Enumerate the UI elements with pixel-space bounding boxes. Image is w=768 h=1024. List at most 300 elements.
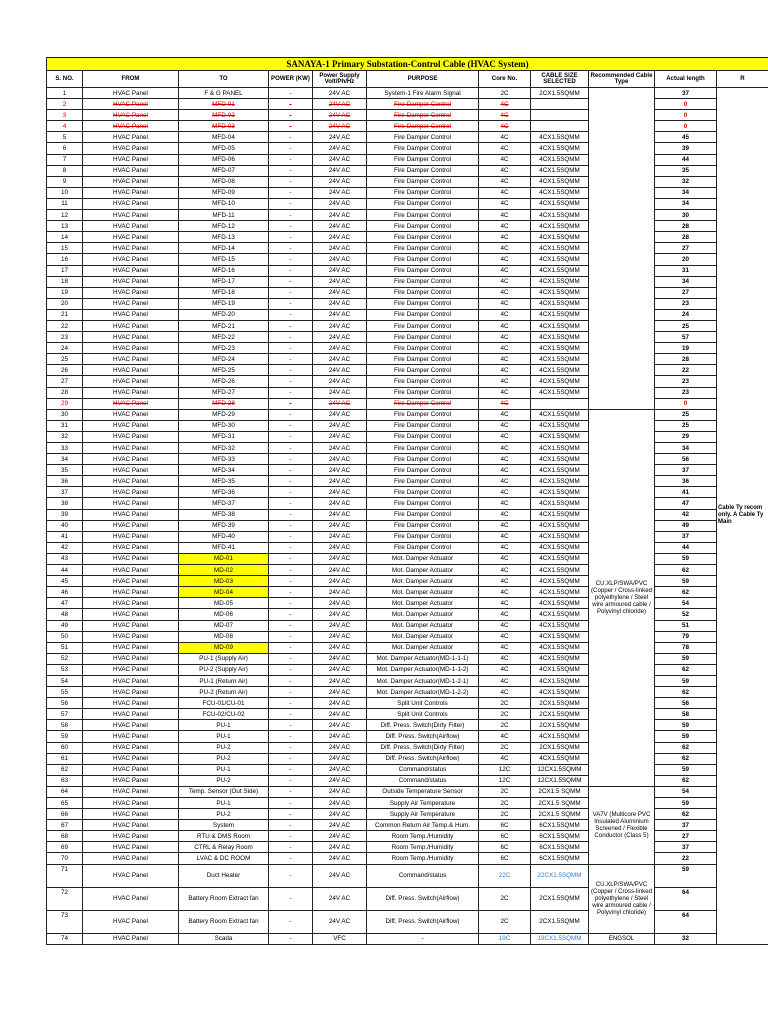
- cell-power: -: [269, 443, 313, 454]
- cell-sno: 15: [47, 243, 83, 254]
- cell-power-supply: 24V AC: [313, 753, 367, 764]
- cell-sno: 73: [47, 910, 83, 933]
- cell-to: MFD-01: [179, 99, 269, 110]
- cell-power: -: [269, 232, 313, 243]
- cell-from: HVAC Panel: [83, 910, 179, 933]
- cell-power-supply: 24V AC: [313, 853, 367, 864]
- cell-actual-length: 64: [655, 887, 717, 910]
- cell-to: MFD-25: [179, 365, 269, 376]
- cell-sno: 29: [47, 398, 83, 409]
- table-row: [47, 498, 768, 509]
- cell-actual-length: 19: [655, 343, 717, 354]
- cell-purpose: Mot. Damper Actuator: [367, 598, 479, 609]
- cell-core-no: 4C: [479, 198, 531, 209]
- cell-cable-size: 4CX1.5SQMM: [531, 232, 589, 243]
- cell-to: MFD-06: [179, 154, 269, 165]
- cell-purpose: Command/status: [367, 775, 479, 786]
- cell-sno: 47: [47, 598, 83, 609]
- cell-sno: 31: [47, 420, 83, 431]
- cell-cable-size: 4CX1.5SQMM: [531, 343, 589, 354]
- cell-from: HVAC Panel: [83, 887, 179, 910]
- cell-to: MFD-18: [179, 287, 269, 298]
- cell-sno: 4: [47, 121, 83, 132]
- cell-actual-length: 24: [655, 309, 717, 320]
- cell-actual-length: 62: [655, 809, 717, 820]
- cell-core-no: 4C: [479, 565, 531, 576]
- cell-sno: 12: [47, 210, 83, 221]
- cell-remarks: Cable Ty recom only. A Cable Ty Main: [717, 88, 768, 945]
- cell-cable-size: 2CX1.5SQMM: [531, 709, 589, 720]
- cell-purpose: Mot. Damper Actuator(MD-1-1-1): [367, 653, 479, 664]
- cell-to: MFD-15: [179, 254, 269, 265]
- cell-actual-length: 0: [655, 110, 717, 121]
- cell-power: -: [269, 598, 313, 609]
- cell-core-no: 4C: [479, 631, 531, 642]
- cell-actual-length: 56: [655, 454, 717, 465]
- cell-sno: 64: [47, 786, 83, 797]
- cell-from: HVAC Panel: [83, 764, 179, 775]
- cell-cable-size: 4CX1.5SQMM: [531, 565, 589, 576]
- table-row: [47, 687, 768, 698]
- cell-cable-size: 2CX1.5SQMM: [531, 698, 589, 709]
- cell-power: -: [269, 88, 313, 99]
- cell-from: HVAC Panel: [83, 831, 179, 842]
- cell-from: HVAC Panel: [83, 598, 179, 609]
- cell-power: -: [269, 365, 313, 376]
- table-row: [47, 187, 768, 198]
- cell-from: HVAC Panel: [83, 933, 179, 944]
- cell-from: HVAC Panel: [83, 210, 179, 221]
- cell-to: LVAC & DC ROOM: [179, 853, 269, 864]
- cell-power-supply: 24V AC: [313, 565, 367, 576]
- cell-power: -: [269, 154, 313, 165]
- table-row: [47, 487, 768, 498]
- cell-cable-type: [589, 88, 655, 410]
- cell-power: -: [269, 675, 313, 686]
- table-row: [47, 798, 768, 809]
- cell-sno: 7: [47, 154, 83, 165]
- cell-power: -: [269, 864, 313, 887]
- cell-cable-size: 4CX1.5SQMM: [531, 409, 589, 420]
- cell-power: -: [269, 933, 313, 944]
- cell-power-supply: 24V AC: [313, 620, 367, 631]
- cell-actual-length: 59: [655, 798, 717, 809]
- header-actual-length: Actual length: [655, 71, 717, 88]
- cell-from: HVAC Panel: [83, 520, 179, 531]
- cell-from: HVAC Panel: [83, 454, 179, 465]
- cell-sno: 1: [47, 88, 83, 99]
- cell-actual-length: 34: [655, 276, 717, 287]
- cell-cable-size: 4CX1.5SQMM: [531, 553, 589, 564]
- cell-to: MFD-37: [179, 498, 269, 509]
- cell-actual-length: 27: [655, 287, 717, 298]
- cell-cable-size: 4CX1.5SQMM: [531, 531, 589, 542]
- cell-power: -: [269, 309, 313, 320]
- cell-core-no: 4C: [479, 542, 531, 553]
- cell-from: HVAC Panel: [83, 443, 179, 454]
- cell-to: PU-1: [179, 720, 269, 731]
- cell-core-no: 4C: [479, 465, 531, 476]
- cell-purpose: Fire Damper Control: [367, 298, 479, 309]
- cell-from: HVAC Panel: [83, 842, 179, 853]
- cell-to: PU-1: [179, 731, 269, 742]
- cell-cable-size: 4CX1.5SQMM: [531, 542, 589, 553]
- cell-to: MFD-03: [179, 121, 269, 132]
- cell-core-no: 4C: [479, 620, 531, 631]
- cell-sno: 28: [47, 387, 83, 398]
- header-to: TO: [179, 71, 269, 88]
- cell-from: HVAC Panel: [83, 775, 179, 786]
- cell-power-supply: 24V AC: [313, 198, 367, 209]
- cell-actual-length: 23: [655, 387, 717, 398]
- cell-from: HVAC Panel: [83, 820, 179, 831]
- table-row: [47, 298, 768, 309]
- cell-power: -: [269, 176, 313, 187]
- table-row: [47, 764, 768, 775]
- cell-power-supply: 24V AC: [313, 409, 367, 420]
- cell-power-supply: 24V AC: [313, 798, 367, 809]
- cell-cable-size: [531, 99, 589, 110]
- cell-from: HVAC Panel: [83, 121, 179, 132]
- cell-power-supply: VFC: [313, 933, 367, 944]
- cell-actual-length: 62: [655, 742, 717, 753]
- cell-from: HVAC Panel: [83, 165, 179, 176]
- cell-power: -: [269, 398, 313, 409]
- cell-purpose: -: [367, 933, 479, 944]
- table-row: [47, 165, 768, 176]
- cell-cable-size: 4CX1.5SQMM: [531, 387, 589, 398]
- sheet-title: SANAYA-1 Primary Substation-Control Cable (HVAC System): [47, 58, 768, 71]
- cell-purpose: Fire Damper Control: [367, 165, 479, 176]
- table-row: [47, 653, 768, 664]
- cell-core-no: 6C: [479, 831, 531, 842]
- cell-purpose: Fire Damper Control: [367, 154, 479, 165]
- cell-power: -: [269, 265, 313, 276]
- cell-sno: 43: [47, 553, 83, 564]
- table-row: [47, 398, 768, 409]
- cell-sno: 30: [47, 409, 83, 420]
- cell-power: -: [269, 831, 313, 842]
- cell-power: -: [269, 720, 313, 731]
- table-row: [47, 742, 768, 753]
- header-cable-size: CABLE SIZE SELECTED: [531, 71, 589, 88]
- cell-core-no: 2C: [479, 910, 531, 933]
- cell-sno: 8: [47, 165, 83, 176]
- table-row: [47, 420, 768, 431]
- cell-sno: 63: [47, 775, 83, 786]
- cell-actual-length: 58: [655, 709, 717, 720]
- cell-power-supply: 24V AC: [313, 775, 367, 786]
- cell-purpose: Fire Damper Control: [367, 431, 479, 442]
- cell-power: -: [269, 753, 313, 764]
- cell-sno: 26: [47, 365, 83, 376]
- cell-purpose: Fire Damper Control: [367, 198, 479, 209]
- cell-core-no: 6C: [479, 820, 531, 831]
- cell-power: -: [269, 587, 313, 598]
- cell-cable-size: 6CX1.5SQMM: [531, 853, 589, 864]
- cell-purpose: Fire Damper Control: [367, 387, 479, 398]
- cell-from: HVAC Panel: [83, 542, 179, 553]
- cell-core-no: 4C: [479, 187, 531, 198]
- cell-core-no: 4C: [479, 221, 531, 232]
- cell-power-supply: 24V AC: [313, 210, 367, 221]
- cell-cable-size: 4CX1.5SQMM: [531, 309, 589, 320]
- cell-purpose: Fire Damper Control: [367, 542, 479, 553]
- table-row: [47, 587, 768, 598]
- cell-power-supply: 24V AC: [313, 531, 367, 542]
- cell-power: -: [269, 498, 313, 509]
- cell-power: -: [269, 542, 313, 553]
- cell-core-no: 4C: [479, 609, 531, 620]
- cell-power: -: [269, 742, 313, 753]
- cell-power-supply: 24V AC: [313, 287, 367, 298]
- cell-actual-length: 62: [655, 775, 717, 786]
- cell-cable-size: [531, 121, 589, 132]
- cell-cable-type: VA7V (Multicore PVC Insulated Aluminium Screened / Flexible Conductor (Class 5): [589, 786, 655, 864]
- cell-cable-size: 2CX1.5 SQMM: [531, 786, 589, 797]
- cell-to: MFD-41: [179, 542, 269, 553]
- cell-to: Scada: [179, 933, 269, 944]
- cell-sno: 23: [47, 332, 83, 343]
- table-row: [47, 576, 768, 587]
- cell-purpose: Mot. Damper Actuator: [367, 620, 479, 631]
- cell-from: HVAC Panel: [83, 553, 179, 564]
- cell-actual-length: 39: [655, 143, 717, 154]
- title-row: [47, 58, 768, 71]
- table-row: [47, 265, 768, 276]
- cell-power: -: [269, 465, 313, 476]
- cell-actual-length: 37: [655, 820, 717, 831]
- cell-core-no: 2C: [479, 798, 531, 809]
- cell-power: -: [269, 343, 313, 354]
- cell-cable-size: 4CX1.5SQMM: [531, 365, 589, 376]
- cell-power-supply: 24V AC: [313, 332, 367, 343]
- cell-actual-length: 54: [655, 598, 717, 609]
- cell-purpose: Fire Damper Control: [367, 332, 479, 343]
- table-row: [47, 864, 768, 887]
- table-row: [47, 465, 768, 476]
- cell-actual-length: 37: [655, 465, 717, 476]
- cell-to: MFD-35: [179, 476, 269, 487]
- cell-to: MFD-11: [179, 210, 269, 221]
- cell-power: -: [269, 631, 313, 642]
- cell-power: -: [269, 553, 313, 564]
- table-row: [47, 110, 768, 121]
- cell-power: -: [269, 910, 313, 933]
- cell-cable-size: 4CX1.5SQMM: [531, 443, 589, 454]
- table-row: [47, 287, 768, 298]
- cell-purpose: Fire Damper Control: [367, 365, 479, 376]
- cell-core-no: 4C: [479, 420, 531, 431]
- cell-power: -: [269, 565, 313, 576]
- cell-core-no: 2C: [479, 742, 531, 753]
- cell-power-supply: 24V AC: [313, 376, 367, 387]
- cell-from: HVAC Panel: [83, 309, 179, 320]
- cell-cable-size: 4CX1.5SQMM: [531, 376, 589, 387]
- cell-power: -: [269, 187, 313, 198]
- cell-from: HVAC Panel: [83, 664, 179, 675]
- cell-purpose: Fire Damper Control: [367, 354, 479, 365]
- cell-to: PU-2: [179, 742, 269, 753]
- cell-power: -: [269, 576, 313, 587]
- cell-to: MFD-40: [179, 531, 269, 542]
- cell-sno: 18: [47, 276, 83, 287]
- cell-to: MFD-08: [179, 176, 269, 187]
- cell-power: -: [269, 687, 313, 698]
- cell-cable-size: 4CX1.5SQMM: [531, 687, 589, 698]
- cell-core-no: 6C: [479, 853, 531, 864]
- cell-power: -: [269, 409, 313, 420]
- cell-to: MD-02: [179, 565, 269, 576]
- cell-from: HVAC Panel: [83, 786, 179, 797]
- cell-cable-size: 12CX1.5SQMM: [531, 775, 589, 786]
- cell-purpose: Fire Damper Control: [367, 110, 479, 121]
- cell-actual-length: 64: [655, 910, 717, 933]
- cell-core-no: 4C: [479, 154, 531, 165]
- cell-from: HVAC Panel: [83, 853, 179, 864]
- cell-to: MFD-19: [179, 298, 269, 309]
- cell-sno: 25: [47, 354, 83, 365]
- cell-power-supply: 24V AC: [313, 221, 367, 232]
- cell-to: MD-08: [179, 631, 269, 642]
- cell-cable-size: 2CX1.5 SQMM: [531, 798, 589, 809]
- cell-cable-size: 4CX1.5SQMM: [531, 642, 589, 653]
- cell-power-supply: 24V AC: [313, 143, 367, 154]
- cell-purpose: Diff. Press. Switch(Airflow): [367, 731, 479, 742]
- cell-power-supply: 24V AC: [313, 675, 367, 686]
- cell-core-no: 4C: [479, 731, 531, 742]
- table-row: [47, 254, 768, 265]
- cell-sno: 56: [47, 698, 83, 709]
- cell-from: HVAC Panel: [83, 509, 179, 520]
- cell-purpose: Fire Damper Control: [367, 498, 479, 509]
- cell-power-supply: 24V AC: [313, 243, 367, 254]
- cell-power: -: [269, 509, 313, 520]
- cell-to: CTRL & Relay Room: [179, 842, 269, 853]
- cell-from: HVAC Panel: [83, 332, 179, 343]
- table-row: [47, 709, 768, 720]
- cell-from: HVAC Panel: [83, 132, 179, 143]
- cell-from: HVAC Panel: [83, 576, 179, 587]
- header-purpose: PURPOSE: [367, 71, 479, 88]
- cell-power-supply: 24V AC: [313, 88, 367, 99]
- cell-actual-length: 27: [655, 831, 717, 842]
- cell-sno: 41: [47, 531, 83, 542]
- cell-sno: 54: [47, 675, 83, 686]
- cell-actual-length: 34: [655, 198, 717, 209]
- cell-power: -: [269, 354, 313, 365]
- header-power: POWER (KW): [269, 71, 313, 88]
- cell-power: -: [269, 198, 313, 209]
- cell-purpose: Fire Damper Control: [367, 221, 479, 232]
- cell-power: -: [269, 531, 313, 542]
- cell-to: Battery Room Extract fan: [179, 910, 269, 933]
- cell-actual-length: 47: [655, 498, 717, 509]
- cell-from: HVAC Panel: [83, 720, 179, 731]
- cell-core-no: 4C: [479, 121, 531, 132]
- cell-power: -: [269, 609, 313, 620]
- cell-power-supply: 24V AC: [313, 110, 367, 121]
- cell-power: -: [269, 420, 313, 431]
- cell-cable-size: 4CX1.5SQMM: [531, 210, 589, 221]
- cell-actual-length: 36: [655, 476, 717, 487]
- cell-sno: 44: [47, 565, 83, 576]
- cell-sno: 6: [47, 143, 83, 154]
- cell-purpose: Fire Damper Control: [367, 376, 479, 387]
- cell-sno: 55: [47, 687, 83, 698]
- cell-power: -: [269, 210, 313, 221]
- cell-cable-size: 4CX1.5SQMM: [531, 420, 589, 431]
- cell-power-supply: 24V AC: [313, 809, 367, 820]
- cell-from: HVAC Panel: [83, 698, 179, 709]
- table-row: [47, 609, 768, 620]
- cell-sno: 62: [47, 764, 83, 775]
- cell-core-no: 4C: [479, 476, 531, 487]
- table-row: [47, 565, 768, 576]
- cell-actual-length: 78: [655, 642, 717, 653]
- cell-actual-length: 37: [655, 88, 717, 99]
- cell-to: PU-2: [179, 809, 269, 820]
- cell-from: HVAC Panel: [83, 498, 179, 509]
- cell-core-no: 4C: [479, 531, 531, 542]
- cell-core-no: 4C: [479, 176, 531, 187]
- cell-from: HVAC Panel: [83, 287, 179, 298]
- cell-actual-length: 44: [655, 154, 717, 165]
- cell-actual-length: 62: [655, 753, 717, 764]
- table-row: [47, 664, 768, 675]
- cell-power: -: [269, 287, 313, 298]
- cell-core-no: 2C: [479, 88, 531, 99]
- cell-power-supply: 24V AC: [313, 731, 367, 742]
- cell-purpose: Fire Damper Control: [367, 509, 479, 520]
- cell-to: MFD-05: [179, 143, 269, 154]
- cell-power-supply: 24V AC: [313, 698, 367, 709]
- cell-cable-size: 4CX1.5SQMM: [531, 498, 589, 509]
- cell-power: -: [269, 653, 313, 664]
- cell-to: MD-03: [179, 576, 269, 587]
- cell-power: -: [269, 143, 313, 154]
- cell-core-no: 2C: [479, 720, 531, 731]
- cell-power: -: [269, 121, 313, 132]
- cell-purpose: Command/status: [367, 864, 479, 887]
- cell-purpose: Diff. Press. Switch(Dirty Filter): [367, 742, 479, 753]
- cell-power-supply: 24V AC: [313, 121, 367, 132]
- cell-to: MFD-16: [179, 265, 269, 276]
- cell-sno: 57: [47, 709, 83, 720]
- cell-power: -: [269, 254, 313, 265]
- cell-sno: 21: [47, 309, 83, 320]
- cell-to: MFD-07: [179, 165, 269, 176]
- cell-power: -: [269, 221, 313, 232]
- cell-purpose: Fire Damper Control: [367, 487, 479, 498]
- cell-actual-length: 59: [655, 731, 717, 742]
- cell-actual-length: 62: [655, 664, 717, 675]
- cell-actual-length: 32: [655, 176, 717, 187]
- cell-actual-length: 79: [655, 631, 717, 642]
- cell-cable-size: 22CX1.5SQMM: [531, 864, 589, 887]
- cell-from: HVAC Panel: [83, 221, 179, 232]
- cell-power: -: [269, 842, 313, 853]
- cell-to: MD-06: [179, 609, 269, 620]
- cell-core-no: 4C: [479, 99, 531, 110]
- cell-cable-size: 4CX1.5SQMM: [531, 143, 589, 154]
- cell-cable-size: 4CX1.5SQMM: [531, 243, 589, 254]
- cell-purpose: Room Temp./Humidity: [367, 842, 479, 853]
- cell-sno: 52: [47, 653, 83, 664]
- table-row: [47, 88, 768, 99]
- table-row: [47, 454, 768, 465]
- cell-purpose: Fire Damper Control: [367, 398, 479, 409]
